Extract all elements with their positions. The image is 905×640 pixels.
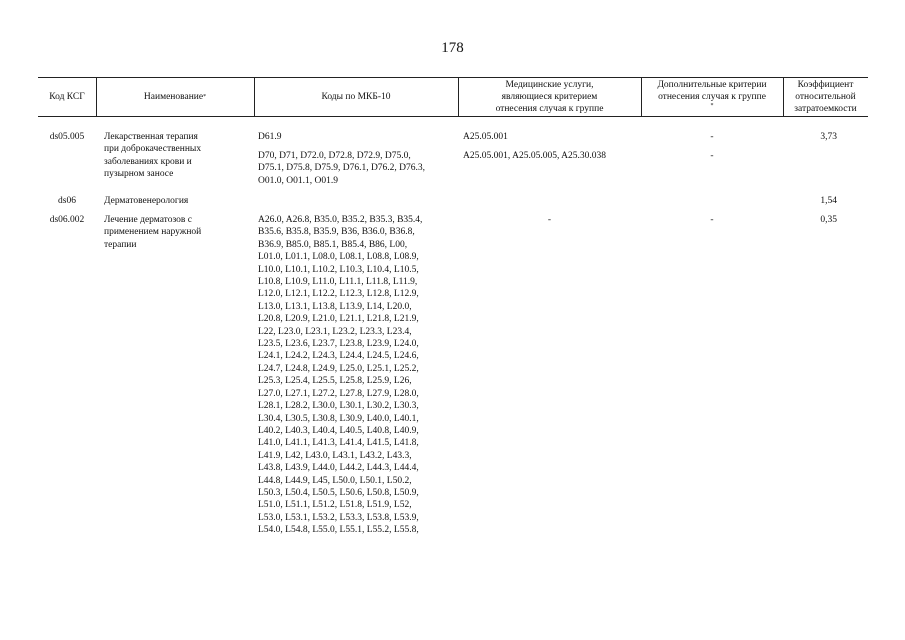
mkb-code-line: L51.0, L51.1, L51.2, L51.8, L51.9, L52,	[258, 500, 412, 511]
row-additional-criteria: -	[710, 151, 714, 161]
row-services	[463, 131, 643, 143]
mkb-code-line: O01.0, O01.1, O01.9	[258, 175, 338, 186]
header-coefficient-line: Коэффициент	[797, 80, 854, 90]
mkb-code-line: L53.0, L53.1, L53.2, L53.3, L53.8, L53.9,	[258, 512, 419, 523]
mkb-code-line: L27.0, L27.1, L27.2, L27.8, L27.9, L28.0,	[258, 388, 419, 399]
mkb-code-line: L44.8, L44.9, L45, L50.0, L50.1, L50.2,	[258, 475, 412, 486]
header-mkb-codes-text: Коды по МКБ-10	[321, 92, 391, 102]
header-name	[96, 78, 254, 116]
mkb-code-line: L41.9, L42, L43.0, L43.1, L43.2, L43.3,	[258, 450, 412, 461]
header-code-ksg	[38, 78, 96, 116]
header-services	[458, 78, 641, 116]
row-name-line: заболеваниях крови и	[104, 156, 192, 167]
row-name-line: применением наружной	[104, 227, 202, 238]
header-additional-line: Дополнительные критерии	[657, 80, 767, 90]
row-name-line: терапии	[104, 239, 137, 250]
header-bottom-rule	[38, 116, 868, 117]
mkb-code-line: L01.0, L01.1, L08.0, L08.1, L08.8, L08.9,	[258, 252, 419, 263]
row-name-line: при доброкачественных	[104, 144, 202, 155]
row-coefficient: 0,35	[820, 215, 837, 225]
service-code-line: A25.05.001	[463, 132, 508, 142]
mkb-code-line: L30.4, L30.5, L30.8, L30.9, L40.0, L40.1,	[258, 413, 419, 424]
mkb-code-line: L43.8, L43.9, L44.0, L44.2, L44.3, L44.4,	[258, 463, 419, 474]
mkb-code-line: L20.8, L20.9, L21.0, L21.1, L21.8, L21.9,	[258, 314, 419, 325]
mkb-code-line: B35.6, B35.8, B35.9, B36, B36.0, B36.8,	[258, 227, 415, 238]
mkb-code-line: L41.0, L41.1, L41.3, L41.4, L41.5, L41.8,	[258, 438, 419, 449]
header-services-line: отнесения случая к группе	[495, 104, 604, 114]
row-mkb-codes	[258, 131, 458, 143]
mkb-code-line: L13.0, L13.1, L13.8, L13.9, L14, L20.0,	[258, 301, 412, 312]
service-code-line: A25.05.001, A25.05.005, A25.30.038	[463, 151, 607, 161]
mkb-code-line: L12.0, L12.1, L12.2, L12.3, L12.8, L12.9,	[258, 289, 419, 300]
mkb-code-line: L28.1, L28.2, L30.0, L30.1, L30.2, L30.3,	[258, 401, 419, 412]
header-coefficient-line: затратоемкости	[794, 104, 857, 114]
mkb-code-line: L54.0, L54.8, L55.0, L55.1, L55.2, L55.8,	[258, 525, 419, 536]
row-mkb-codes	[258, 214, 458, 537]
header-additional-criteria	[641, 78, 783, 116]
row-name-line: Дерматовенерология	[104, 196, 189, 206]
mkb-code-line: L50.3, L50.4, L50.5, L50.6, L50.8, L50.9,	[258, 487, 419, 498]
row-name	[104, 214, 254, 251]
row-coefficient: 3,73	[820, 132, 837, 142]
mkb-code-line: L23.5, L23.6, L23.7, L23.8, L23.9, L24.0,	[258, 339, 419, 350]
mkb-code-line: D61.9	[258, 132, 282, 142]
footnote-marker: *	[710, 103, 714, 109]
header-code-ksg-text: Код КСГ	[49, 92, 85, 102]
mkb-code-line: D70, D71, D72.0, D72.8, D72.9, D75.0,	[258, 151, 411, 161]
footnote-marker: *	[203, 94, 207, 100]
header-coefficient	[783, 78, 868, 116]
page-number: 178	[441, 40, 464, 56]
row-mkb-codes	[258, 150, 458, 187]
row-name-line: пузырном заносе	[104, 169, 174, 180]
header-mkb-codes	[254, 78, 458, 116]
header-name-text: Наименование	[143, 92, 204, 102]
header-additional-line	[657, 91, 766, 115]
mkb-code-line: L10.8, L10.9, L11.0, L11.1, L11.8, L11.9,	[258, 277, 418, 288]
row-services	[463, 150, 643, 162]
row-additional-criteria: -	[710, 215, 714, 225]
mkb-code-line: A26.0, A26.8, B35.0, B35.2, B35.3, B35.4,	[258, 215, 423, 225]
mkb-code-line: L40.2, L40.3, L40.4, L40.5, L40.8, L40.9,	[258, 425, 419, 436]
row-services: -	[547, 215, 552, 225]
row-name	[104, 195, 254, 207]
mkb-code-line: L24.7, L24.8, L24.9, L25.0, L25.1, L25.2,	[258, 363, 419, 374]
mkb-code-line: L22, L23.0, L23.1, L23.2, L23.3, L23.4,	[258, 326, 412, 337]
mkb-code-line: L10.0, L10.1, L10.2, L10.3, L10.4, L10.5,	[258, 264, 419, 275]
row-additional-criteria: -	[710, 132, 714, 142]
mkb-code-line: L24.1, L24.2, L24.3, L24.4, L24.5, L24.6,	[258, 351, 419, 362]
row-code: ds06	[58, 196, 76, 206]
header-services-line: являющиеся критерием	[501, 92, 598, 102]
row-name-line: Лечение дерматозов с	[104, 215, 192, 225]
mkb-code-line: D75.1, D75.8, D75.9, D76.1, D76.2, D76.3,	[258, 163, 426, 174]
row-name	[104, 131, 254, 181]
header-coefficient-line: относительной	[795, 92, 856, 102]
header-additional-line-text: отнесения случая к группе	[658, 92, 766, 102]
header-services-line: Медицинские услуги,	[505, 80, 594, 90]
row-name-line: Лекарственная терапия	[104, 132, 198, 142]
row-code: ds06.002	[49, 215, 85, 225]
mkb-code-line: L25.3, L25.4, L25.5, L25.8, L25.9, L26,	[258, 376, 412, 387]
mkb-code-line: B36.9, B85.0, B85.1, B85.4, B86, L00,	[258, 239, 408, 250]
row-code: ds05.005	[49, 132, 85, 142]
row-coefficient: 1,54	[820, 196, 837, 206]
